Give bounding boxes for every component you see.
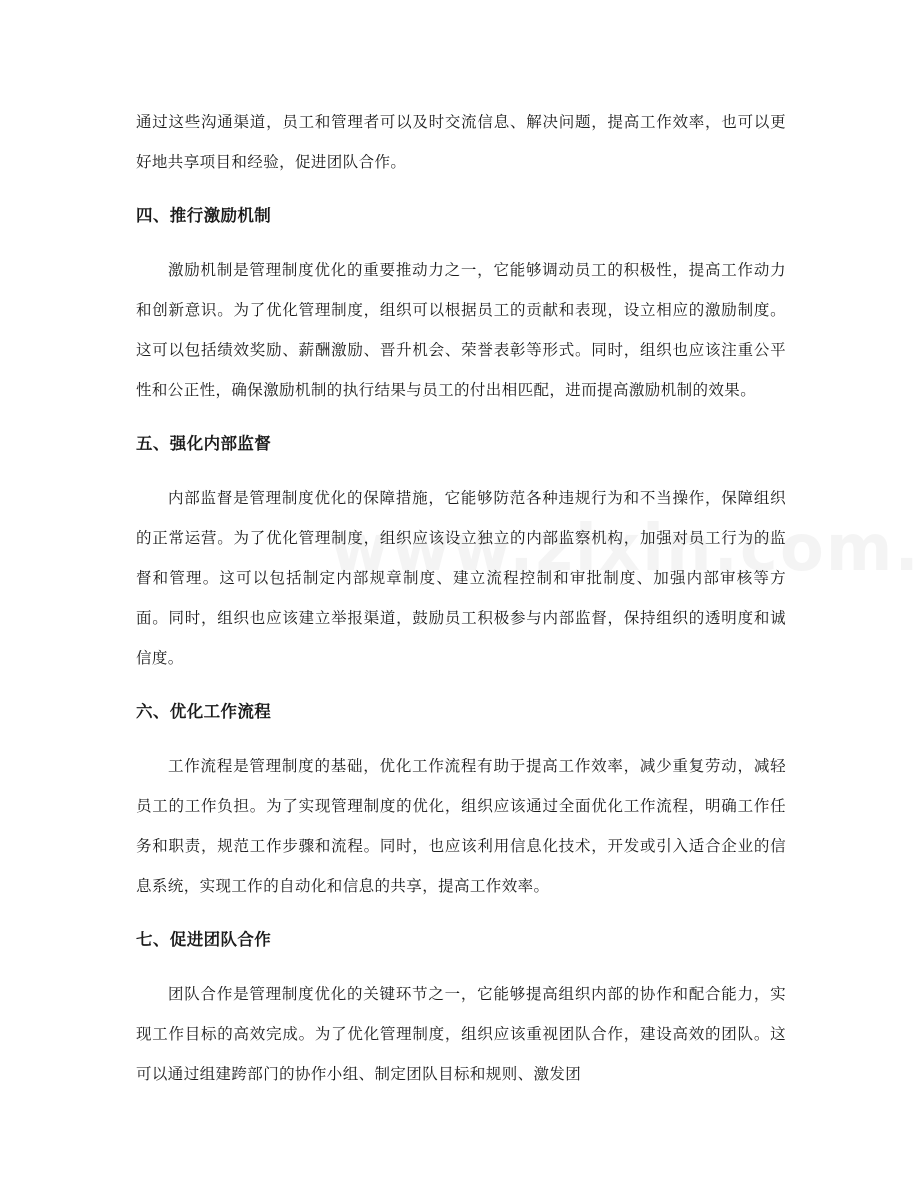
paragraph-team-cooperation: 团队合作是管理制度优化的关键环节之一，它能够提高组织内部的协作和配合能力，实现工作目标的高效完成。为了优化管理制度，组织应该重视团队合作，建设高效的团队。这可以通过组建跨部门的协作小组、制定团队目标和规则、激发团 bbox=[136, 985, 786, 1083]
heading-team-cooperation: 七、促进团队合作 bbox=[136, 930, 272, 949]
paragraph-incentive-mechanism: 激励机制是管理制度优化的重要推动力之一，它能够调动员工的积极性，提高工作动力和创新意识。为了优化管理制度，组织可以根据员工的贡献和表现，设立相应的激励制度。这可以包括绩效奖励、薪酬激励、晋升机会、荣誉表彰等形式。同时，组织也应该注重公平性和公正性，确保激励机制的执行结果与员工的付出相匹配，进而提高激励机制的效果。 bbox=[136, 261, 786, 399]
paragraph-internal-supervision: 内部监督是管理制度优化的保障措施，它能够防范各种违规行为和不当操作，保障组织的正常运营。为了优化管理制度，组织应该设立独立的内部监察机构，加强对员工行为的监督和管理。这可以包括制定内部规章制度、建立流程控制和审批制度、加强内部审核等方面。同时，组织也应该建立举报渠道，鼓励员工积极参与内部监督，保持组织的透明度和诚信度。 bbox=[136, 489, 786, 667]
heading-workflow-optimization: 六、优化工作流程 bbox=[136, 702, 272, 721]
document-body bbox=[136, 102, 786, 1094]
heading-internal-supervision: 五、强化内部监督 bbox=[136, 434, 272, 453]
paragraph-communication-summary: 通过这些沟通渠道，员工和管理者可以及时交流信息、解决问题，提高工作效率，也可以更好地共享项目和经验，促进团队合作。 bbox=[136, 113, 786, 171]
paragraph-workflow-optimization: 工作流程是管理制度的基础，优化工作流程有助于提高工作效率，减少重复劳动，减轻员工的工作负担。为了实现管理制度的优化，组织应该通过全面优化工作流程，明确工作任务和职责，规范工作步骤和流程。同时，也应该利用信息化技术，开发或引入适合企业的信息系统，实现工作的自动化和信息的共享，提高工作效率。 bbox=[136, 757, 786, 895]
heading-incentive-mechanism: 四、推行激励机制 bbox=[136, 206, 272, 225]
